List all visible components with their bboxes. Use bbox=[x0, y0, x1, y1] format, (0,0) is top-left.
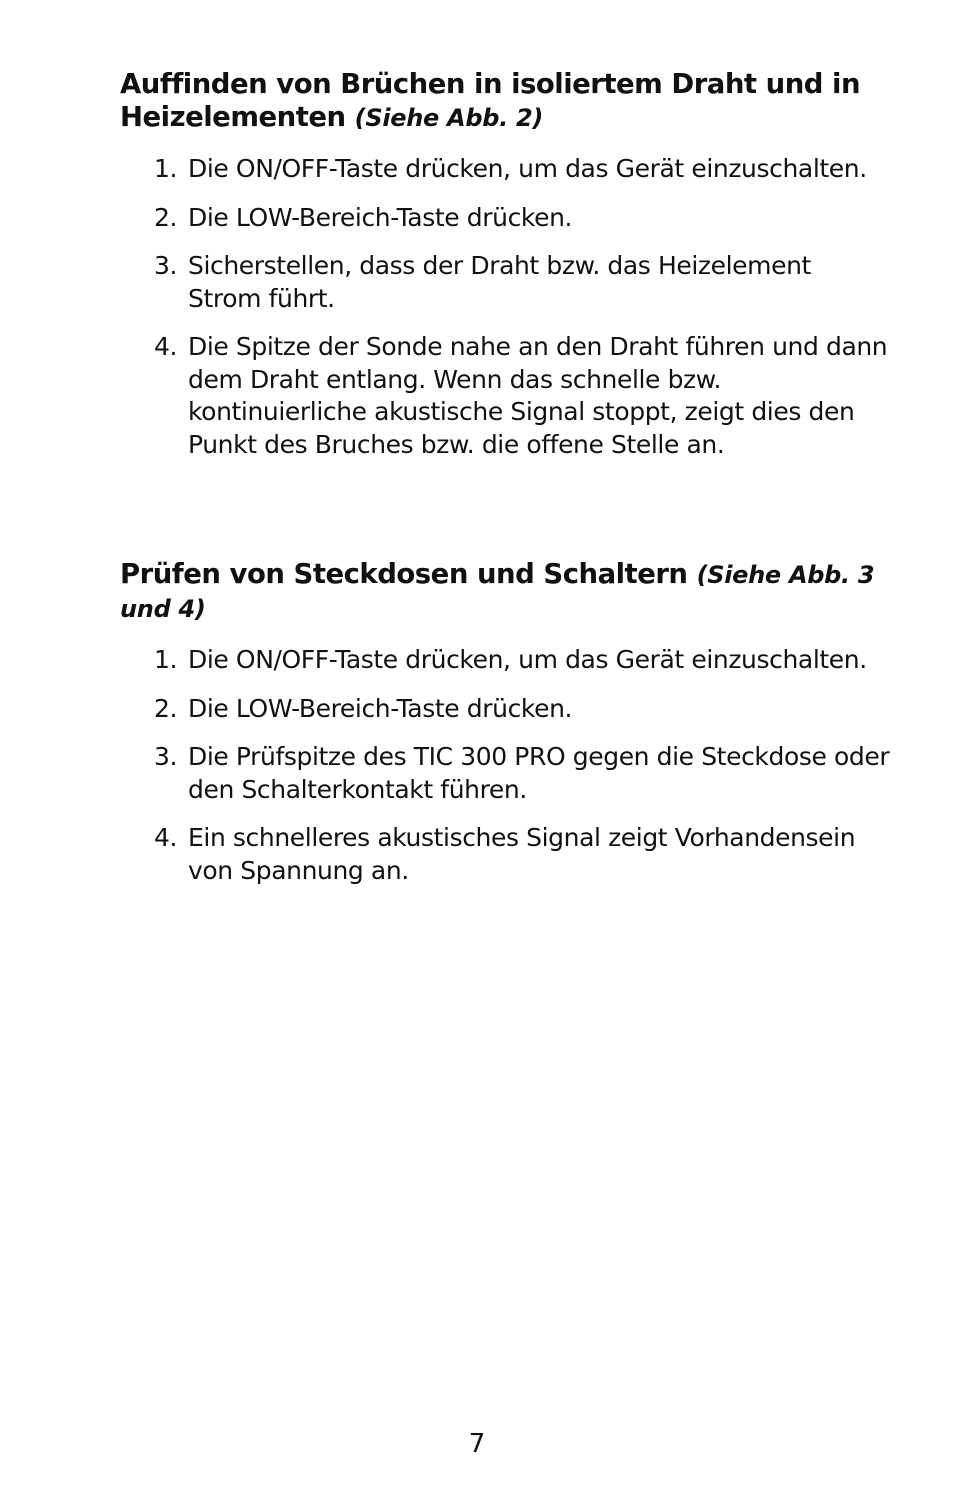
list-item bbox=[154, 741, 890, 806]
step-text: Die LOW-Bereich-Taste drücken. bbox=[188, 202, 573, 232]
list-item bbox=[154, 822, 890, 887]
list-item bbox=[154, 693, 890, 726]
step-number: 4. bbox=[154, 823, 178, 852]
step-number: 1. bbox=[154, 154, 178, 183]
figure-reference: (Siehe Abb. 2) bbox=[354, 104, 544, 132]
step-number: 1. bbox=[154, 645, 178, 674]
section-test-outlets bbox=[120, 558, 890, 887]
step-text: Ein schnelleres akustisches Signal zeigt Vorhandensein von Spannung an. bbox=[188, 823, 856, 885]
heading-text: Auffinden von Brüchen in isoliertem Draht und in Heizelementen bbox=[120, 68, 861, 133]
heading-text: Prüfen von Steckdosen und Schaltern bbox=[120, 558, 688, 590]
list-item bbox=[154, 153, 890, 186]
step-text: Sicherstellen, dass der Draht bzw. das Heizelement Strom führt. bbox=[188, 251, 811, 313]
section-heading bbox=[120, 68, 890, 135]
step-text: Die Prüfspitze des TIC 300 PRO gegen die Steckdose oder den Schalterkontakt führen. bbox=[188, 742, 890, 804]
list-item bbox=[154, 202, 890, 235]
step-number: 2. bbox=[154, 202, 178, 232]
steps-list bbox=[120, 153, 890, 461]
list-item bbox=[154, 331, 890, 461]
step-text: Die ON/OFF-Taste drücken, um das Gerät einzuschalten. bbox=[188, 645, 867, 674]
section-find-breaks bbox=[120, 68, 890, 461]
step-text: Die Spitze der Sonde nahe an den Draht führen und dann dem Draht entlang. Wenn das schnelle bzw. kontinuierliche akustische Signal stoppt, zeigt dies den Punkt des Bruches bzw. die offene Stelle an. bbox=[188, 332, 888, 459]
list-item bbox=[154, 250, 890, 315]
figure-reference: (Siehe Abb. 3 und 4) bbox=[120, 561, 875, 623]
step-number: 3. bbox=[154, 251, 178, 280]
step-text: Die ON/OFF-Taste drücken, um das Gerät einzuschalten. bbox=[188, 154, 867, 183]
step-text: Die LOW-Bereich-Taste drücken. bbox=[188, 693, 573, 723]
steps-list bbox=[120, 644, 890, 887]
page-number: 7 bbox=[468, 1429, 486, 1459]
step-number: 4. bbox=[154, 332, 178, 361]
section-heading bbox=[120, 558, 890, 626]
list-item bbox=[154, 644, 890, 677]
step-number: 2. bbox=[154, 693, 178, 723]
step-number: 3. bbox=[154, 742, 178, 771]
